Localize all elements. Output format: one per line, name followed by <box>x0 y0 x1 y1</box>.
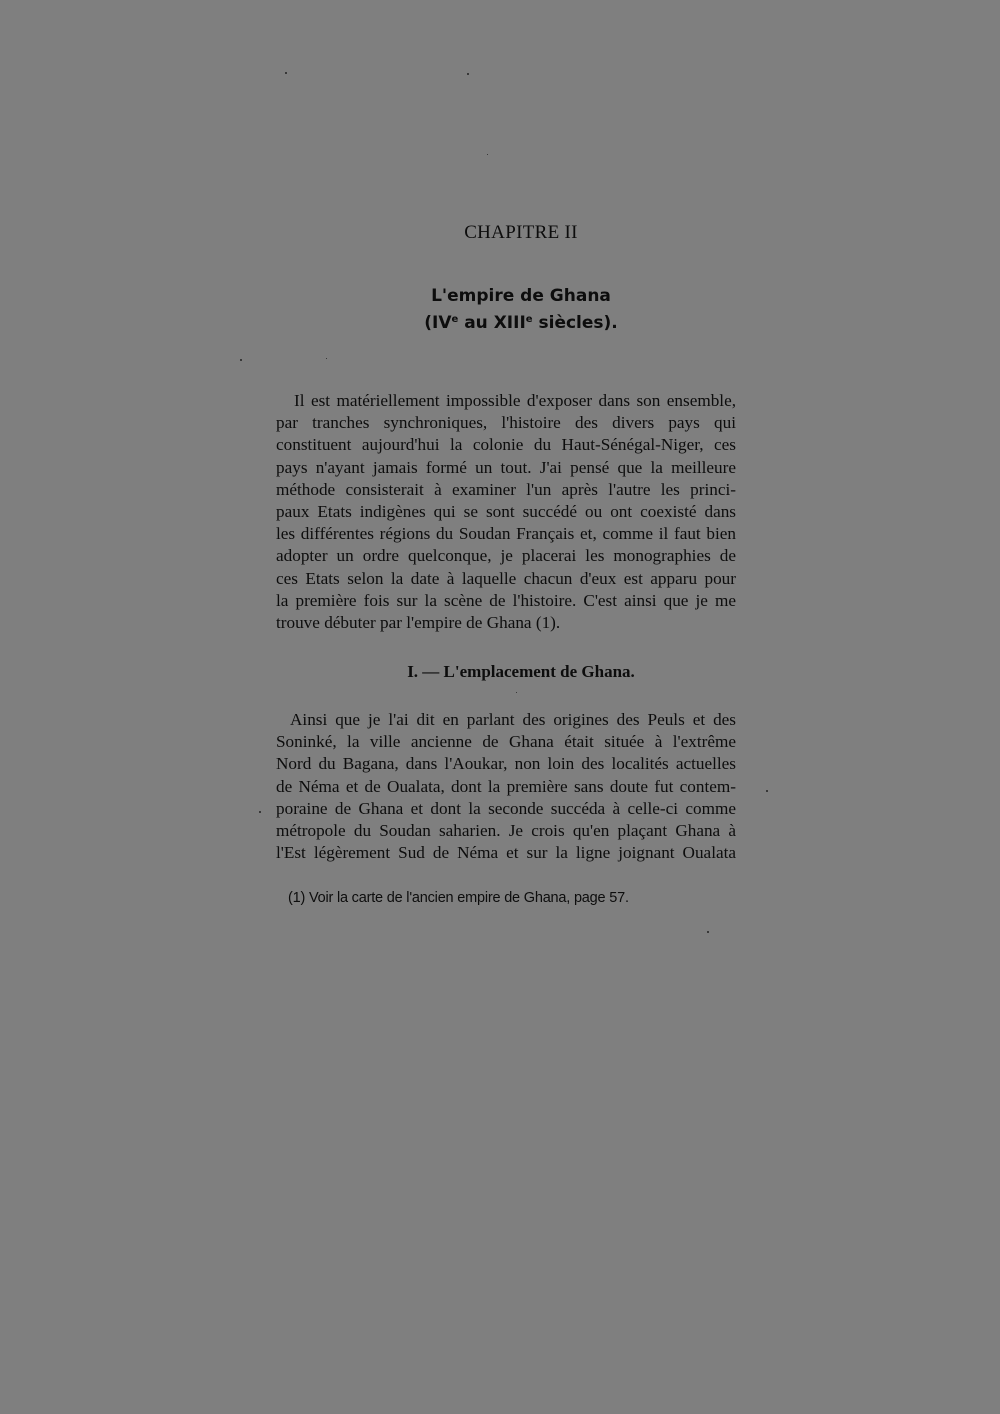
text-line: adopter un ordre quelconque, je placerai les monographies de <box>276 546 736 566</box>
section-heading: I. — L'emplacement de Ghana. <box>407 662 635 681</box>
intro-paragraph <box>276 390 736 634</box>
scan-speck <box>766 790 768 792</box>
scan-speck <box>259 811 261 813</box>
scan-speck <box>707 931 709 933</box>
text-line: Soninké, la ville ancienne de Ghana était située à l'extrême <box>276 732 736 752</box>
chapter-title-line2: (IVe au XIIIe siècles). <box>424 313 618 333</box>
text-line: métropole du Soudan saharien. Je crois qu'en plaçant Ghana à <box>276 821 736 841</box>
text-line: Nord du Bagana, dans l'Aoukar, non loin des localités actuelles <box>276 754 736 774</box>
scan-speck <box>326 358 327 359</box>
chapter-title-line1: L'empire de Ghana <box>431 286 611 306</box>
scan-speck <box>240 359 242 361</box>
scan-speck <box>285 72 287 74</box>
text-line: Ainsi que je l'ai dit en parlant des origines des Peuls et des <box>290 710 736 729</box>
text-line: paux Etats indigènes qui se sont succédé ou ont coexisté dans <box>276 502 736 522</box>
text-line: trouve débuter par l'empire de Ghana (1). <box>276 613 561 633</box>
text-line: par tranches synchroniques, l'histoire des divers pays qui <box>276 413 736 433</box>
text-line: de Néma et de Oualata, dont la première sans doute fut contem- <box>276 776 736 796</box>
text-line: méthode consisterait à examiner l'un après l'autre les princi- <box>276 479 736 499</box>
footnote: (1) Voir la carte de l'ancien empire de Ghana, page 57. <box>288 890 629 906</box>
scan-speck <box>487 154 488 155</box>
text-line: ces Etats selon la date à laquelle chacun d'eux est apparu pour <box>276 568 736 588</box>
text-line: Il est matériellement impossible d'exposer dans son ensemble, <box>294 391 736 410</box>
text-line: les différentes régions du Soudan Français et, comme il faut bien <box>276 524 736 544</box>
scan-speck <box>516 692 517 693</box>
section-paragraph <box>276 709 736 864</box>
text-line: poraine de Ghana et dont la seconde succéda à celle-ci comme <box>276 798 736 818</box>
text-line: la première fois sur la scène de l'histoire. C'est ainsi que je me <box>276 590 736 610</box>
chapter-title <box>0 285 1000 335</box>
chapter-heading: CHAPITRE II <box>464 222 578 243</box>
text-line: pays n'ayant jamais formé un tout. J'ai pensé que la meilleure <box>276 457 736 477</box>
text-line: constituent aujourd'hui la colonie du Haut-Sénégal-Niger, ces <box>276 435 736 455</box>
scan-speck <box>467 73 469 75</box>
text-line: l'Est légèrement Sud de Néma et sur la ligne joignant Oualata <box>276 843 736 863</box>
